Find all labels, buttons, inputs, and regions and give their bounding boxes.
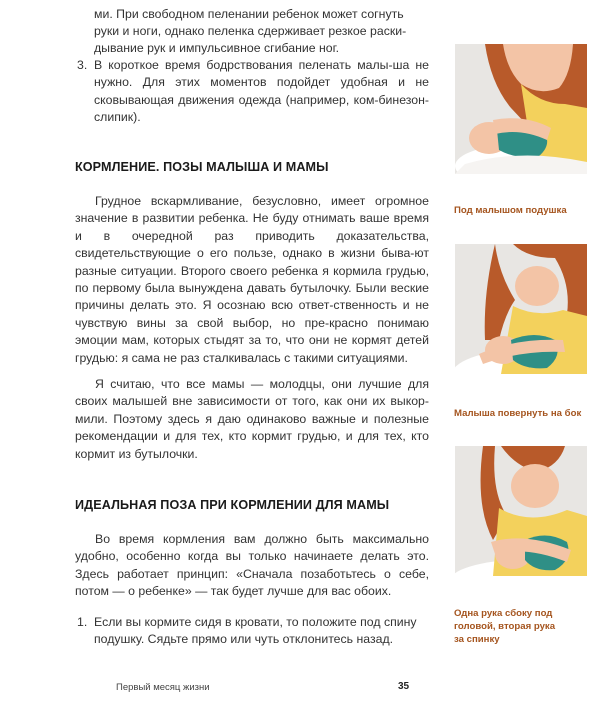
section-heading-ideal-pose: ИДЕАЛЬНАЯ ПОЗА ПРИ КОРМЛЕНИИ ДЛЯ МАМЫ [75,498,390,512]
footer-book-title: Первый месяц жизни [116,682,210,693]
list-item-3-text: В короткое время бодрствования пеленать малы-ша не нужно. Для этих моментов подойдет удобная и не сковывающая движения одежда (например, ком-бинезон-слипик). [94,58,429,125]
intro-line-1: ми. При свободном пеленании ребенок может согнуть [94,7,404,21]
mother-feeding-baby-on-pillow-illustration [455,44,587,174]
mother-feeding-baby-held-illustration [455,446,587,576]
intro-line-2: руки и ноги, однако пеленка сдерживает резкое раски- [94,24,407,38]
section-1-paragraph-2: Я считаю, что все мамы — молодцы, они лучшие для своих малышей вне зависимости от того, как они их выкор-мили. Поэтому здесь я даю одинаково важные и полезные рекомендации и для тех, кто кормит грудью, и для тех, кто кормит из бутылочки. [75,377,429,461]
list-item-1-number: 1. [77,615,88,629]
footer-page-number: 35 [398,681,410,692]
illustration-2-caption: Малыша повернуть на бок [454,408,582,419]
section-1-paragraph-1: Грудное вскармливание, безусловно, имеет огромное значение в развитии ребенка. Не буду отнимать ваше время и в очередной раз приводить доказательства, свидетельствующие о его пользе, однако в жизни быва-ют разные ситуации. Второго своего ребенка я кормила грудью, по первому была вынуждена давать бутылочку. Были веские причины делать это. Я осознаю всю ответ-ственность и не чувствую вины за свой выбор, но пре-красно понимаю эмоции мам, которых стыдят за то, что они не кормят детей грудью: я сама не раз сталкивалась с такими ситуациями. [75,194,429,365]
intro-line-3: дывание рук и импульсивное сгибание ног. [94,41,340,55]
mother-feeding-baby-on-side-illustration [455,244,587,374]
list-item-3-number: 3. [77,58,88,72]
illustration-1-caption: Под малышом подушка [454,205,567,216]
list-item-1-text: Если вы кормите сидя в кровати, то положите под спину подушку. Сядьте прямо или чуть отклонитесь назад. [94,615,417,647]
section-2-paragraph-1: Во время кормления вам должно быть максимально удобно, особенно когда вы только начинаете делать это. Здесь работает принцип: «Сначала позаботьтесь о себе, потом — о ребенке» — так будет лучше для вас обоих. [75,532,429,599]
section-heading-feeding-poses: КОРМЛЕНИЕ. ПОЗЫ МАЛЫША И МАМЫ [75,160,329,174]
illustration-3-caption: Одна рука сбоку под головой, вторая рука за спинку [454,608,556,645]
